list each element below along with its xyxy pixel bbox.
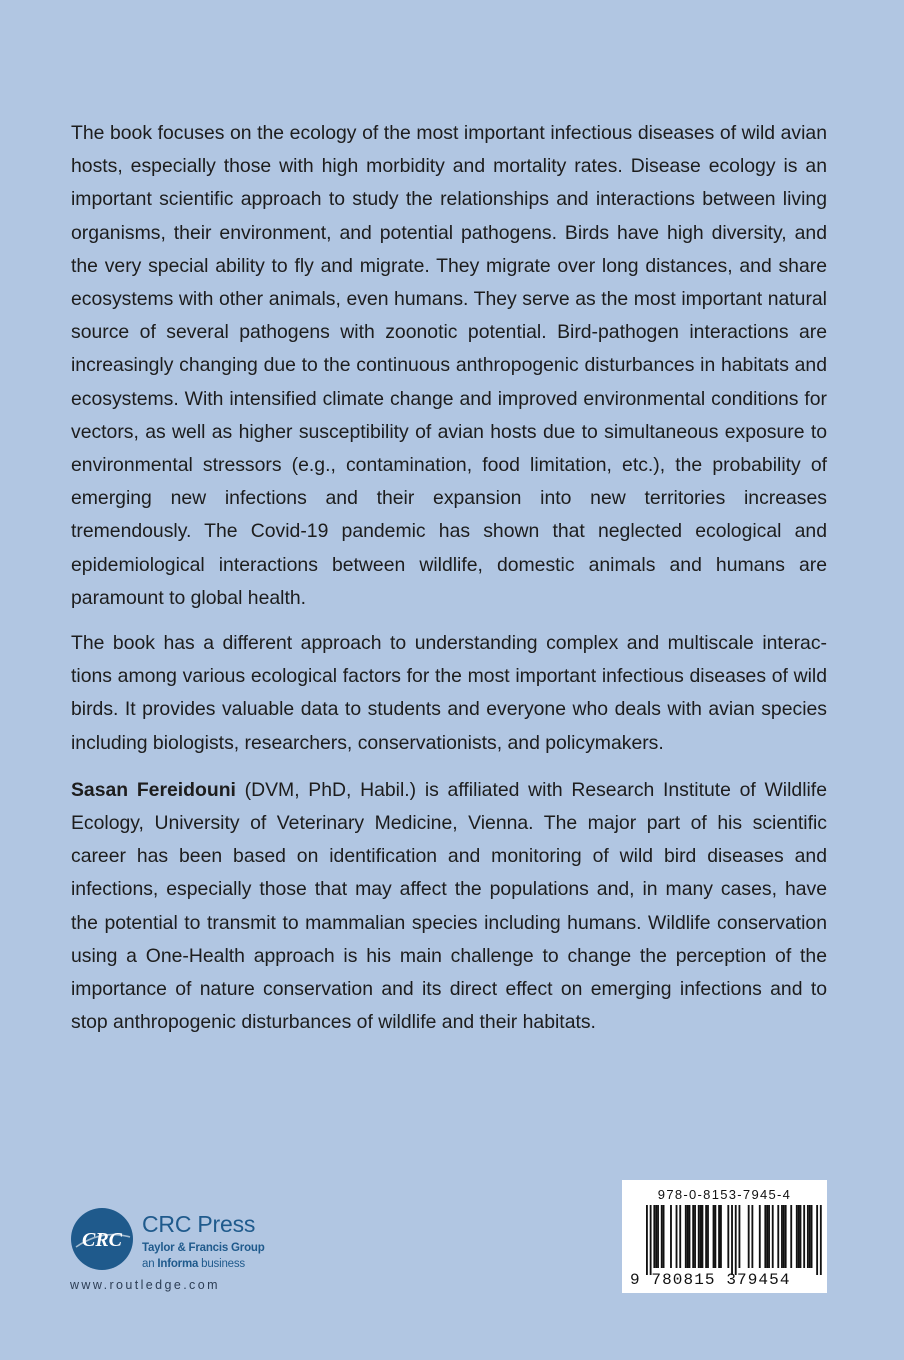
description-paragraph-1: The book focuses on the ecology of the most important infectious diseases of wild avian hosts, especially those with high morbidity and mortality rates. Disease ecology is an important scientific approach to study the relationships and interactions between living organisms, their environment, and potential pathogens. Birds have high diversity, and the very special ability to fly and migrate. They migrate over long distances, and share ecosystems with other animals, even humans. They serve as the most important natural source of several pathogens with zoonotic potential. Bird-pathogen interactions are increasingly changing due to the continuous anthropogenic disturbances in habitats and ecosystems. With intensified climate change and improved environmental conditions for vectors, as well as higher susceptibility of avian hosts due to simultaneous exposure to environmental stressors (e.g., contamination, food limitation, etc.), the probability of emerging new infections and their expansion into new territories increases tremendously. The Covid-19 pandemic has shown that neglected ecological and epidemiological interactions between wildlife, domestic animals and humans are paramount to global health.	[71, 122, 827, 609]
publisher-name: CRC Press	[142, 1211, 256, 1237]
barcode-bar	[650, 1205, 652, 1275]
barcode-bar	[713, 1205, 715, 1268]
barcode-bar	[676, 1205, 678, 1268]
description-paragraph-2: The book has a different approach to understanding complex and multiscale interactions among various ecological factors for the most important infectious diseases of wild birds. It provides valuable data to students and everyone who deals with avian species including biologists, researchers, conservationists, and policymakers.	[71, 632, 827, 754]
publisher-tagline	[142, 1258, 245, 1270]
crc-press-logo-icon	[70, 1207, 134, 1271]
publisher-tagline-bold: Informa	[157, 1258, 199, 1270]
publisher-url: www.routledge.com	[70, 1278, 220, 1292]
barcode-bar	[781, 1205, 783, 1268]
barcode-bar	[670, 1205, 672, 1268]
barcode-bar	[731, 1205, 733, 1275]
barcode-bar	[679, 1205, 681, 1268]
barcode-bar	[807, 1205, 809, 1268]
barcode-bar	[764, 1205, 766, 1268]
barcode-bar	[714, 1205, 716, 1268]
barcode-bar	[689, 1205, 691, 1268]
barcode-bar	[790, 1205, 792, 1268]
author-paragraph	[71, 774, 827, 1040]
crc-logo-text: CRC	[81, 1229, 123, 1251]
barcode-bar	[798, 1205, 800, 1268]
barcode-bar	[661, 1205, 663, 1268]
barcode-bar	[702, 1205, 704, 1268]
isbn-number: 978-0-8153-7945-4	[657, 1187, 792, 1202]
barcode-bar	[705, 1205, 707, 1268]
barcode-bar	[687, 1205, 689, 1268]
barcode-bar	[720, 1205, 722, 1268]
barcode-bar	[816, 1205, 818, 1275]
barcode-bar	[811, 1205, 813, 1268]
barcode-bar	[735, 1205, 737, 1275]
barcode-bar	[663, 1205, 665, 1268]
publisher-tagline-suffix: business	[198, 1258, 245, 1270]
barcode-bar	[655, 1205, 657, 1268]
barcode-bar	[707, 1205, 709, 1268]
barcode-bar	[727, 1205, 729, 1268]
barcode-bar	[653, 1205, 655, 1268]
barcode-bar	[803, 1205, 805, 1268]
barcode-bar	[657, 1205, 659, 1268]
barcode-bar	[759, 1205, 761, 1268]
barcode-bar	[751, 1205, 753, 1268]
barcode-bar	[685, 1205, 687, 1268]
publisher-block	[70, 1207, 330, 1297]
barcode-bar	[800, 1205, 802, 1268]
author-name: Sasan Fereidouni	[71, 778, 236, 801]
isbn-barcode	[622, 1180, 827, 1293]
barcode-bar	[718, 1205, 720, 1268]
barcode-bar	[739, 1205, 741, 1268]
barcode-bar	[748, 1205, 750, 1268]
barcode-bar	[692, 1205, 694, 1268]
publisher-tagline-prefix: an	[142, 1258, 158, 1270]
publisher-group: Taylor & Francis Group	[142, 1242, 265, 1254]
barcode-bar	[783, 1205, 785, 1268]
barcode-bar	[766, 1205, 768, 1268]
barcode-bar	[694, 1205, 696, 1268]
barcode-bar	[772, 1205, 774, 1268]
barcode-digits: 9 780815 379454	[630, 1271, 791, 1289]
barcode-bar	[700, 1205, 702, 1268]
barcode-bar	[796, 1205, 798, 1268]
barcode-bar	[777, 1205, 779, 1268]
barcode-bar	[646, 1205, 648, 1275]
barcode-bar	[820, 1205, 822, 1275]
barcode-bar	[785, 1205, 787, 1268]
barcode-bar	[698, 1205, 700, 1268]
back-cover-blurb	[71, 117, 827, 1039]
author-bio: (DVM, PhD, Habil.) is affiliated with Research Institute of Wildlife Ecology, University of Veterinary Medicine, Vienna. The major part of his scientific career has been based on identification and monitoring of wild bird diseases and infections, especially those that may affect the populations and, in many cases, have the potential to transmit to mammalian species including humans. Wildlife conservation using a One-Health approach is his main challenge to change the perception of the importance of nature conservation and its direct effect on emerging infections and to stop anthropogenic disturbances of wildlife and their habitats.	[71, 778, 827, 1034]
barcode-bar	[809, 1205, 811, 1268]
barcode-bar	[768, 1205, 770, 1268]
